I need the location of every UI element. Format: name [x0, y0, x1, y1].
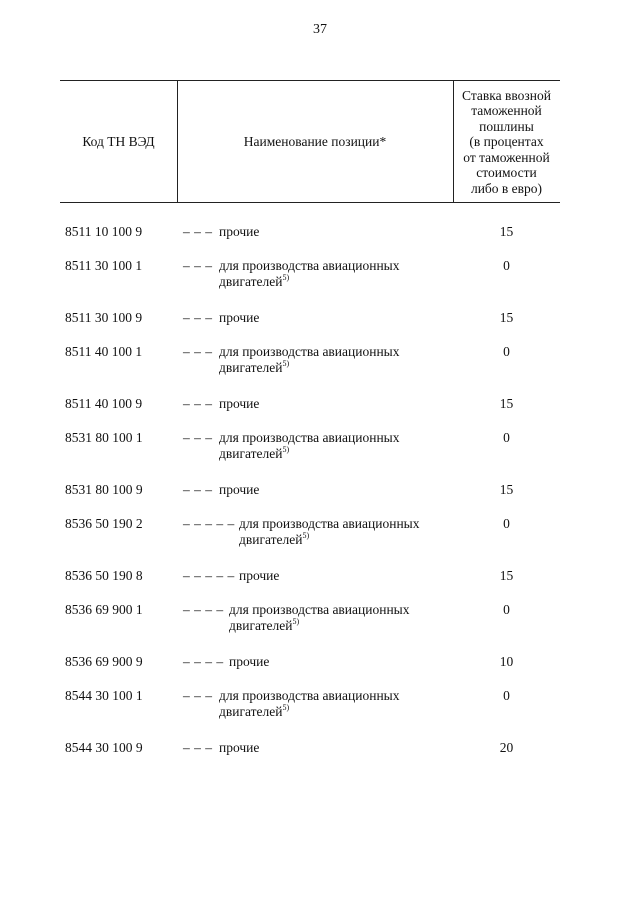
row-rate: 0 — [503, 344, 510, 359]
row-dashes: – – – — [183, 688, 213, 703]
row-code: 8531 80 100 1 — [65, 430, 143, 445]
header-rate: Ставка ввозной таможенной пошлины (в процентах от таможенной стоимости либо в евро) — [462, 87, 551, 196]
row-code: 8544 30 100 1 — [65, 688, 143, 703]
row-description-cont — [219, 703, 289, 720]
footnote-marker: 5) — [282, 273, 290, 282]
row-description: для производства авиационных — [219, 688, 400, 703]
footnote-marker: 5) — [282, 359, 290, 368]
row-rate: 0 — [503, 430, 510, 445]
tariff-table — [60, 80, 560, 755]
row-code: 8536 50 190 8 — [65, 568, 143, 583]
row-dashes: – – – — [183, 482, 213, 497]
row-description: прочие — [219, 224, 260, 239]
footnote-marker: 5) — [282, 703, 290, 712]
row-rate: 10 — [499, 654, 514, 669]
row-description-line2: двигателей — [219, 274, 283, 289]
row-description: прочие — [229, 654, 270, 669]
row-description: прочие — [219, 310, 260, 325]
footnote-marker: 5) — [282, 445, 290, 454]
row-rate: 15 — [499, 568, 514, 583]
row-rate: 0 — [503, 516, 510, 531]
row-dashes: – – – – – — [183, 516, 235, 531]
row-dashes: – – – — [183, 258, 213, 273]
row-code: 8531 80 100 9 — [65, 482, 143, 497]
footnote-marker: 5) — [292, 617, 300, 626]
row-code: 8511 10 100 9 — [65, 224, 143, 239]
row-dashes: – – – — [183, 430, 213, 445]
row-dashes: – – – — [183, 224, 213, 239]
row-rate: 0 — [503, 258, 510, 273]
row-description-cont — [239, 531, 309, 548]
row-code: 8536 69 900 1 — [65, 602, 143, 617]
row-description-line2: двигателей — [219, 446, 283, 461]
row-description-line2: двигателей — [219, 704, 283, 719]
row-rate: 0 — [503, 688, 510, 703]
row-description: для производства авиационных — [239, 516, 420, 531]
row-dashes: – – – – — [183, 602, 224, 617]
row-code: 8536 50 190 2 — [65, 516, 143, 531]
row-code: 8544 30 100 9 — [65, 740, 143, 755]
row-code: 8536 69 900 9 — [65, 654, 143, 669]
row-code: 8511 30 100 9 — [65, 310, 143, 325]
table-header — [60, 80, 560, 203]
row-dashes: – – – — [183, 396, 213, 411]
row-description: прочие — [239, 568, 280, 583]
footnote-marker: 5) — [302, 531, 310, 540]
row-dashes: – – – — [183, 310, 213, 325]
header-code: Код ТН ВЭД — [60, 81, 178, 202]
row-rate: 15 — [499, 396, 514, 411]
row-code: 8511 40 100 9 — [65, 396, 143, 411]
header-name: Наименование позиции* — [177, 81, 454, 202]
page-number: 37 — [313, 22, 327, 37]
row-description-cont — [219, 445, 289, 462]
row-description-cont — [219, 273, 289, 290]
row-description: для производства авиационных — [219, 258, 400, 273]
row-dashes: – – – – – — [183, 568, 235, 583]
row-rate: 15 — [499, 224, 514, 239]
row-dashes: – – – — [183, 740, 213, 755]
row-description: прочие — [219, 396, 260, 411]
row-description: для производства авиационных — [229, 602, 410, 617]
row-dashes: – – – — [183, 344, 213, 359]
row-description: для производства авиационных — [219, 344, 400, 359]
row-rate: 15 — [499, 310, 514, 325]
row-rate: 0 — [503, 602, 510, 617]
row-description: прочие — [219, 482, 260, 497]
row-description-line2: двигателей — [219, 360, 283, 375]
row-code: 8511 40 100 1 — [65, 344, 143, 359]
row-description: прочие — [219, 740, 260, 755]
row-rate: 15 — [499, 482, 514, 497]
row-description-line2: двигателей — [229, 618, 293, 633]
row-description-cont — [219, 359, 289, 376]
row-rate: 20 — [499, 740, 514, 755]
row-dashes: – – – – — [183, 654, 224, 669]
row-description-line2: двигателей — [239, 532, 303, 547]
row-code: 8511 30 100 1 — [65, 258, 143, 273]
row-description: для производства авиационных — [219, 430, 400, 445]
row-description-cont — [229, 617, 299, 634]
